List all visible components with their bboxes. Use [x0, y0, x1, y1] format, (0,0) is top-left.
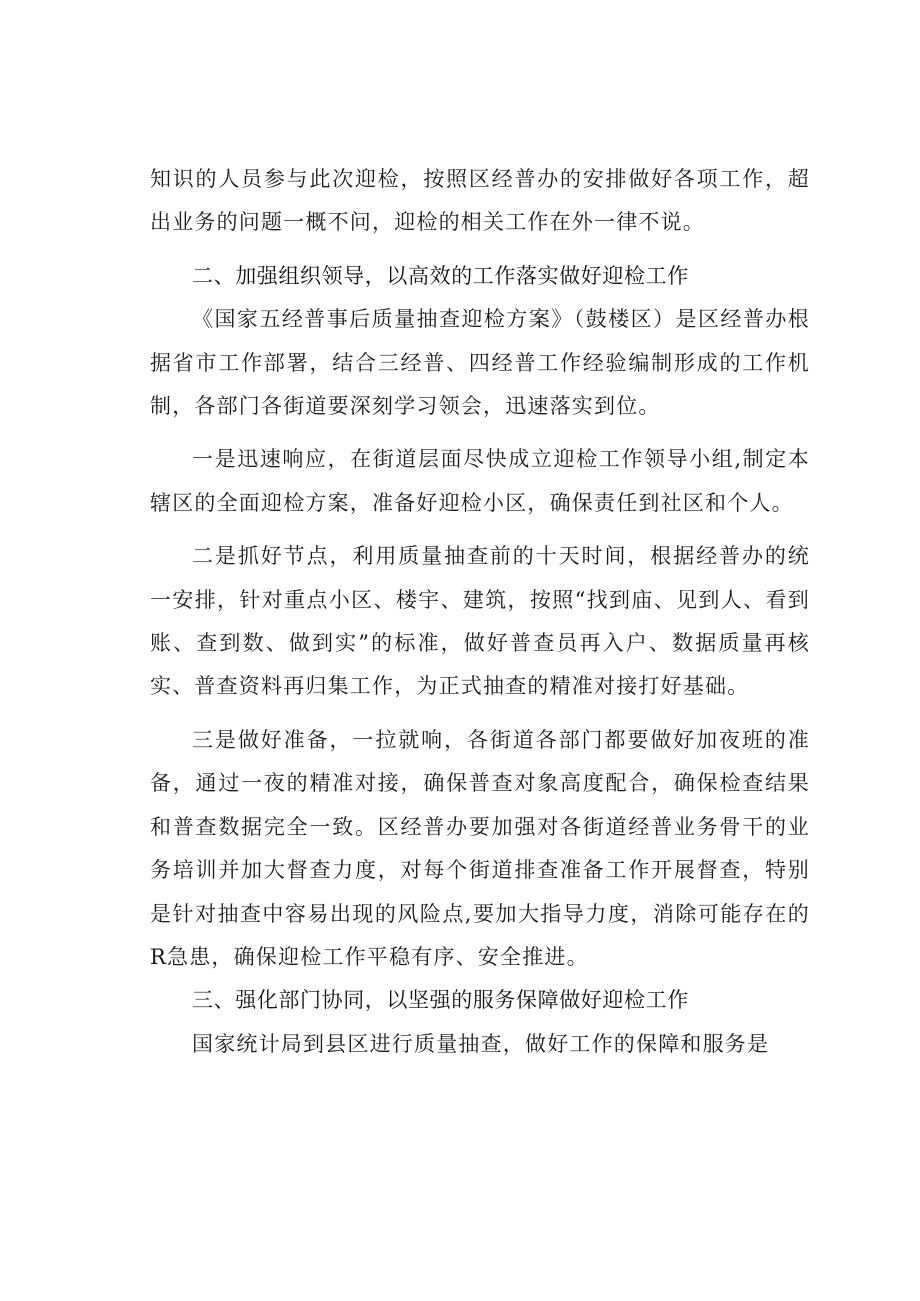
paragraph-preparation: 三是做好准备，一拉就响，各街道各部门都要做好加夜班的准备，通过一夜的精准对接，确保普查对象高度配合，确保检查结果和普查数据完全一致。区经普办要加强对各街道经普业务骨干的业务培训并加大督查力度，对每个街道排查准备工作开展督查，特别是针对抽查中容易出现的风险点,要加大指导力度，消除可能存在的R急患，确保迎检工作平稳有序、安全推进。: [150, 727, 810, 969]
paragraph-respond-quickly: 一是迅速响应，在街道层面尽快成立迎检工作领导小组,制定本辖区的全面迎检方案，准备好迎检小区，确保责任到社区和个人。: [150, 447, 810, 515]
paragraph-key-nodes: 二是抓好节点，利用质量抽查前的十天时间，根据经普办的统一安排，针对重点小区、楼宇、建筑，按照“找到庙、见到人、看到账、查到数、做到实”的标准，做好普查员再入户、数据质量再核实、普查资料再归集工作，为正式抽查的精准对接打好基础。: [150, 544, 810, 699]
document-body: [150, 158, 810, 1066]
paragraph-continued: 知识的人员参与此次迎检，按照区经普办的安排做好各项工作，超出业务的问题一概不问，迎检的相关工作在外一律不说。: [150, 167, 810, 235]
section-heading-2: 二、加强组织领导，以高效的工作落实做好迎检工作: [192, 263, 689, 288]
section-heading-3: 三、强化部门协同，以坚强的服务保障做好迎检工作: [192, 988, 689, 1013]
paragraph-coordination: 国家统计局到县区进行质量抽查，做好工作的保障和服务是: [192, 1031, 770, 1056]
paragraph-plan-overview: 《国家五经普事后质量抽查迎检方案》（鼓楼区）是区经普办根据省市工作部署，结合三经普、四经普工作经验编制形成的工作机制，各部门各街道要深刻学习领会，迅速落实到位。: [150, 307, 810, 419]
